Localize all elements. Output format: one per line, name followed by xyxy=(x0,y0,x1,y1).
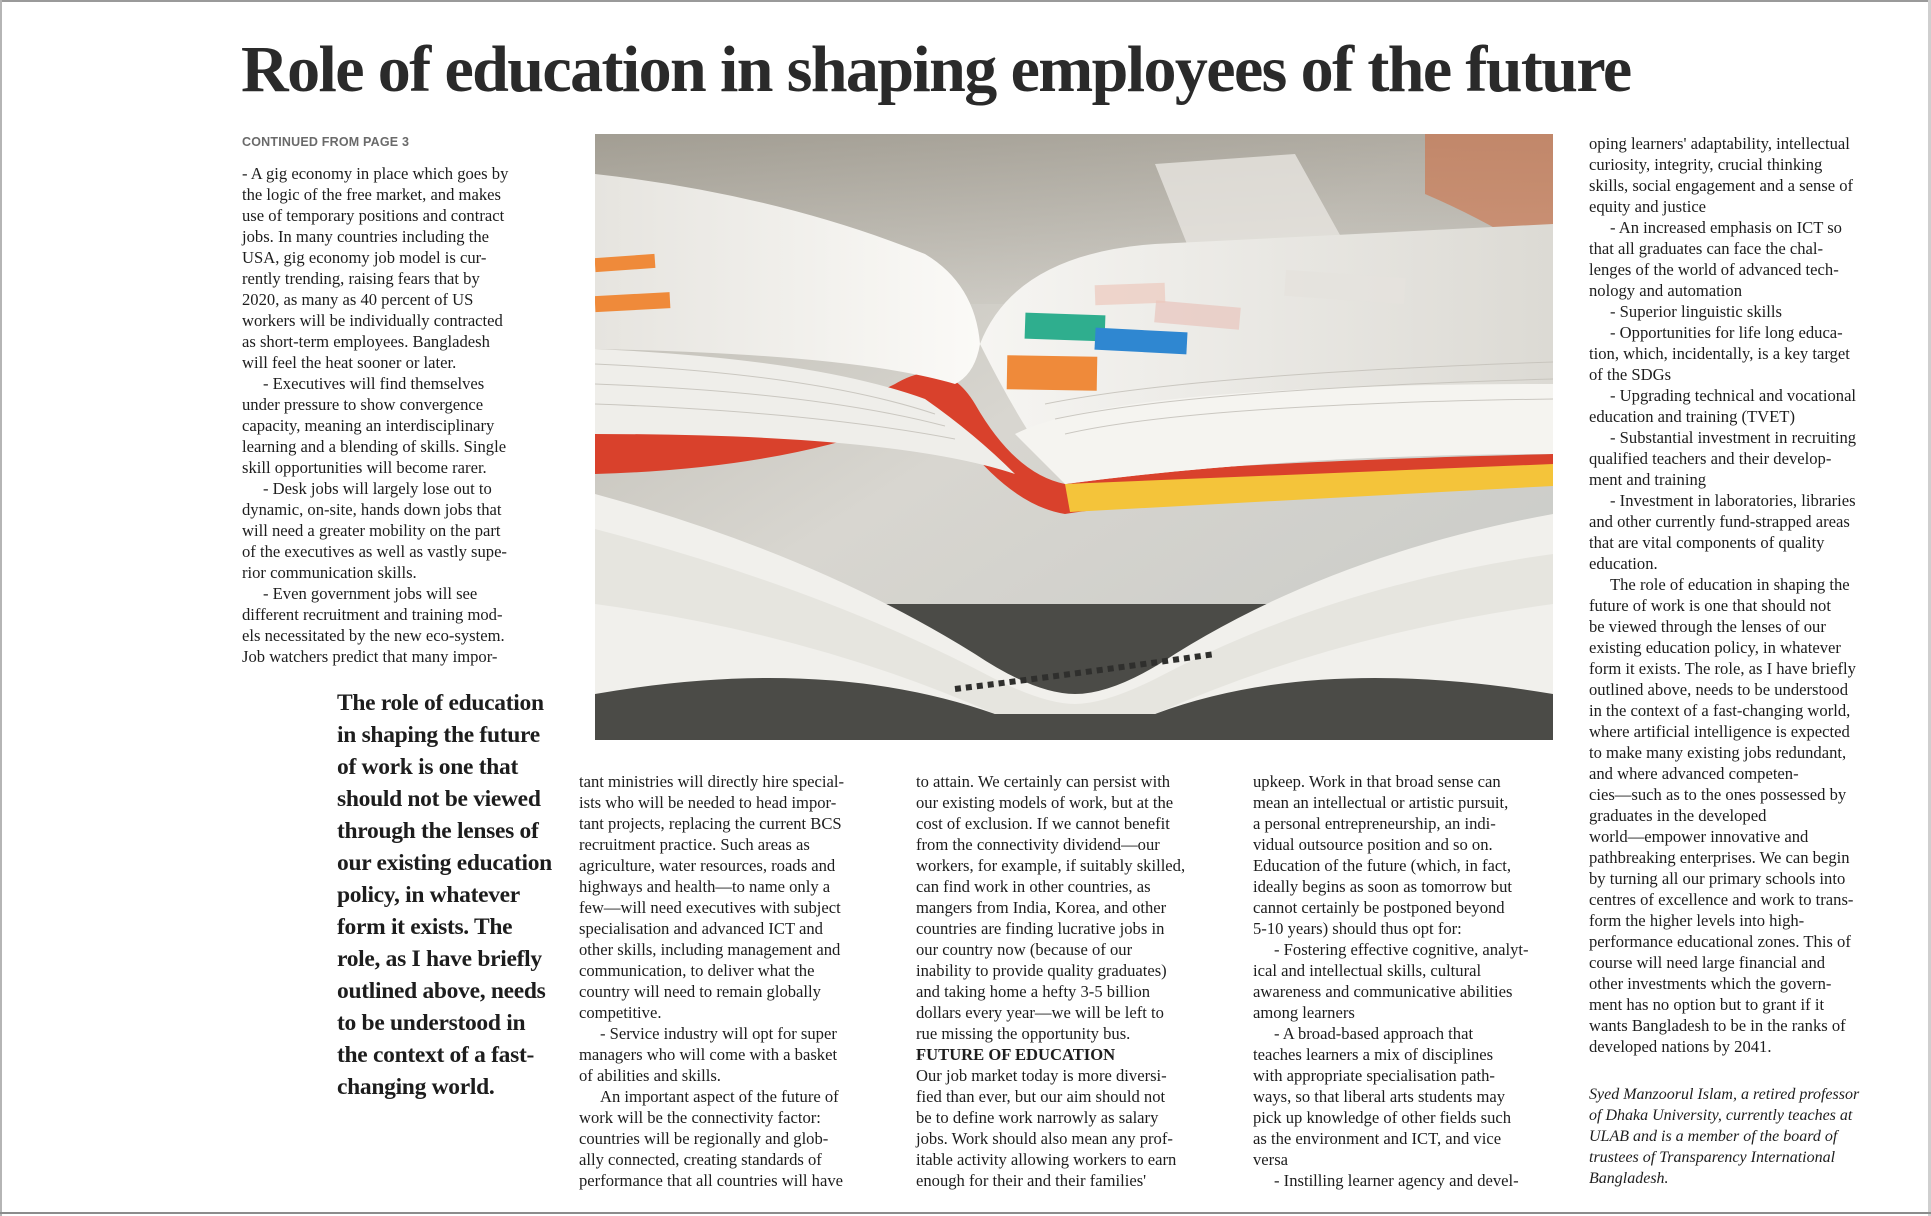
text-line: can find work in other countries, as xyxy=(916,877,1151,896)
text-line: Education of the future (which, in fact, xyxy=(1253,856,1512,875)
text-line: centres of excellence and work to trans- xyxy=(1589,890,1854,909)
text-line: rior communication skills. xyxy=(242,563,417,582)
text-line: rue missing the opportunity bus. xyxy=(916,1024,1131,1043)
text-line: highways and health—to name only a xyxy=(579,877,831,896)
text-line: different recruitment and training mod- xyxy=(242,605,503,624)
text-line: our existing models of work, but at the xyxy=(916,793,1174,812)
pull-quote-line: changing world. xyxy=(337,1074,495,1100)
text-line: wants Bangladesh to be in the ranks of xyxy=(1589,1016,1846,1035)
pull-quote-line: through the lenses of xyxy=(337,818,539,844)
byline-line: Syed Manzoorul Islam, a retired professor xyxy=(1589,1086,1860,1103)
text-line: - Desk jobs will largely lose out to xyxy=(263,479,492,498)
text-line: upkeep. Work in that broad sense can xyxy=(1253,772,1501,791)
continued-from-label: CONTINUED FROM PAGE 3 xyxy=(242,135,410,149)
text-line: of the executives as well as vastly supe- xyxy=(242,542,507,561)
text-line: The role of education in shaping the xyxy=(1610,575,1850,594)
text-line: and where advanced competen- xyxy=(1589,764,1799,783)
pull-quote-line: role, as I have briefly xyxy=(337,946,542,972)
byline-line: Bangladesh. xyxy=(1589,1170,1669,1187)
pull-quote-line: should not be viewed xyxy=(337,786,541,812)
text-line: and taking home a hefty 3-5 billion xyxy=(916,982,1151,1001)
text-line: ists who will be needed to head impor- xyxy=(579,793,837,812)
text-line: itable activity allowing workers to earn xyxy=(916,1150,1177,1169)
text-line: education and training (TVET) xyxy=(1589,407,1795,426)
article-column-5 xyxy=(1589,133,1909,1057)
text-line: USA, gig economy job model is cur- xyxy=(242,248,487,267)
text-line: equity and justice xyxy=(1589,197,1707,216)
pull-quote-line: to be understood in xyxy=(337,1010,526,1036)
text-line: awareness and communicative abilities xyxy=(1253,982,1513,1001)
text-line: versa xyxy=(1253,1150,1289,1169)
text-line: work will be the connectivity factor: xyxy=(579,1108,821,1127)
text-line: be viewed through the lenses of our xyxy=(1589,617,1826,636)
text-line: - Upgrading technical and vocational xyxy=(1610,386,1857,405)
text-line: with appropriate specialisation path- xyxy=(1253,1066,1495,1085)
text-line: dynamic, on-site, hands down jobs that xyxy=(242,500,502,519)
text-line: - Substantial investment in recruiting xyxy=(1610,428,1857,447)
text-line: ical and intellectual skills, cultural xyxy=(1253,961,1482,980)
text-line: cannot certainly be postponed beyond xyxy=(1253,898,1505,917)
text-line: that all graduates can face the chal- xyxy=(1589,239,1824,258)
text-line: ways, so that liberal arts students may xyxy=(1253,1087,1506,1106)
byline-line: trustees of Transparency International xyxy=(1589,1149,1836,1166)
text-line: managers who will come with a basket xyxy=(579,1045,838,1064)
text-line: jobs. In many countries including the xyxy=(242,227,490,246)
article-column-1 xyxy=(242,163,562,667)
text-line: - Service industry will opt for super xyxy=(600,1024,837,1043)
open-books-icon xyxy=(595,134,1553,740)
article-column-2 xyxy=(579,771,899,1191)
text-line: - Superior linguistic skills xyxy=(1610,302,1782,321)
pull-quote-line: form it exists. The xyxy=(337,914,513,940)
article-photo-open-books xyxy=(595,134,1553,740)
text-line: graduates in the developed xyxy=(1589,806,1767,825)
text-line: will feel the heat sooner or later. xyxy=(242,353,457,372)
text-line: of the SDGs xyxy=(1589,365,1672,384)
text-line: pathbreaking enterprises. We can begin xyxy=(1589,848,1850,867)
text-line: performance that all countries will have xyxy=(579,1171,844,1190)
pull-quote-line: our existing education xyxy=(337,850,552,876)
text-line: countries will be regionally and glob- xyxy=(579,1129,829,1148)
text-line: enough for their and their families' xyxy=(916,1171,1147,1190)
text-line: ideally begins as soon as tomorrow but xyxy=(1253,877,1513,896)
text-line: recruitment practice. Such areas as xyxy=(579,835,810,854)
text-line: - Opportunities for life long educa- xyxy=(1610,323,1843,342)
text-line: use of temporary positions and contract xyxy=(242,206,505,225)
pull-quote-line: The role of education xyxy=(337,690,544,716)
text-line: oping learners' adaptability, intellectual xyxy=(1589,134,1850,153)
text-line: - Even government jobs will see xyxy=(263,584,478,603)
page-border-bottom xyxy=(0,1212,1931,1214)
text-line: education. xyxy=(1589,554,1658,573)
text-line: developed nations by 2041. xyxy=(1589,1037,1772,1056)
text-line: learning and a blending of skills. Single xyxy=(242,437,507,456)
text-line: as short-term employees. Bangladesh xyxy=(242,332,490,351)
pull-quote-line: in shaping the future xyxy=(337,722,540,748)
text-line: course will need large financial and xyxy=(1589,953,1826,972)
text-line: ment has no option but to grant if it xyxy=(1589,995,1825,1014)
text-line: few—will need executives with subject xyxy=(579,898,841,917)
text-line: 2020, as many as 40 percent of US xyxy=(242,290,474,309)
article-column-4 xyxy=(1253,771,1573,1191)
text-line: vidual outsource position and so on. xyxy=(1253,835,1493,854)
article-column-3 xyxy=(916,771,1236,1191)
text-line: skill opportunities will become rarer. xyxy=(242,458,487,477)
text-line: to make many existing jobs redundant, xyxy=(1589,743,1847,762)
text-line: skills, social engagement and a sense of xyxy=(1589,176,1854,195)
text-line: tant projects, replacing the current BCS xyxy=(579,814,842,833)
text-line: tion, which, incidentally, is a key target xyxy=(1589,344,1850,363)
text-line: Our job market today is more diversi- xyxy=(916,1066,1167,1085)
text-line: agriculture, water resources, roads and xyxy=(579,856,836,875)
text-line: workers, for example, if suitably skilled, xyxy=(916,856,1186,875)
text-line: a personal entrepreneurship, an indi- xyxy=(1253,814,1496,833)
text-line: qualified teachers and their develop- xyxy=(1589,449,1832,468)
text-line: form it exists. The role, as I have briefly xyxy=(1589,659,1856,678)
text-line: by turning all our primary schools into xyxy=(1589,869,1846,888)
byline-line: of Dhaka University, currently teaches at xyxy=(1589,1107,1853,1124)
text-line: fied than ever, but our aim should not xyxy=(916,1087,1166,1106)
text-line: will need a greater mobility on the part xyxy=(242,521,501,540)
text-line: existing education policy, in whatever xyxy=(1589,638,1841,657)
text-line: pick up knowledge of other fields such xyxy=(1253,1108,1512,1127)
text-line: - Instilling learner agency and devel- xyxy=(1274,1171,1519,1190)
pull-quote-line: outlined above, needs xyxy=(337,978,546,1004)
text-line: and other currently fund-strapped areas xyxy=(1589,512,1850,531)
text-line: mangers from India, Korea, and other xyxy=(916,898,1167,917)
page-border-left xyxy=(0,0,2,1216)
text-line: jobs. Work should also mean any prof- xyxy=(916,1129,1173,1148)
text-line: inability to provide quality graduates) xyxy=(916,961,1167,980)
text-line: An important aspect of the future of xyxy=(600,1087,839,1106)
text-line: - Fostering effective cognitive, analyt- xyxy=(1274,940,1529,959)
text-line: to attain. We certainly can persist with xyxy=(916,772,1171,791)
text-line: cies—such as to the ones possessed by xyxy=(1589,785,1847,804)
text-line: ally connected, creating standards of xyxy=(579,1150,822,1169)
text-line: performance educational zones. This of xyxy=(1589,932,1851,951)
text-line: nology and automation xyxy=(1589,281,1743,300)
text-line: specialisation and advanced ICT and xyxy=(579,919,823,938)
text-line: mean an intellectual or artistic pursuit, xyxy=(1253,793,1509,812)
text-line: communication, to deliver what the xyxy=(579,961,815,980)
text-line: outlined above, needs to be understood xyxy=(1589,680,1848,699)
text-line: where artificial intelligence is expected xyxy=(1589,722,1850,741)
text-line: among learners xyxy=(1253,1003,1355,1022)
text-line: - A broad-based approach that xyxy=(1274,1024,1474,1043)
text-line: from the connectivity dividend—our xyxy=(916,835,1160,854)
text-line: dollars every year—we will be left to xyxy=(916,1003,1164,1022)
text-line: rently trending, raising fears that by xyxy=(242,269,480,288)
text-line: ment and training xyxy=(1589,470,1707,489)
article-headline: Role of education in shaping employees of the future xyxy=(241,33,1631,106)
text-line: 5-10 years) should thus opt for: xyxy=(1253,919,1462,938)
text-line: cost of exclusion. If we cannot benefit xyxy=(916,814,1170,833)
text-line: - A gig economy in place which goes by xyxy=(242,164,509,183)
text-line: curiosity, integrity, crucial thinking xyxy=(1589,155,1823,174)
pull-quote-line: of work is one that xyxy=(337,754,518,780)
text-line: els necessitated by the new eco-system. xyxy=(242,626,505,645)
text-line: lenges of the world of advanced tech- xyxy=(1589,260,1839,279)
text-line: under pressure to show convergence xyxy=(242,395,484,414)
text-line: capacity, meaning an interdisciplinary xyxy=(242,416,495,435)
text-line: be to define work narrowly as salary xyxy=(916,1108,1159,1127)
text-line: tant ministries will directly hire special- xyxy=(579,772,844,791)
text-line: world—empower innovative and xyxy=(1589,827,1809,846)
text-line: as the environment and ICT, and vice xyxy=(1253,1129,1502,1148)
text-line: competitive. xyxy=(579,1003,662,1022)
pull-quote-line: policy, in whatever xyxy=(337,882,520,908)
text-line: teaches learners a mix of disciplines xyxy=(1253,1045,1494,1064)
text-line: workers will be individually contracted xyxy=(242,311,503,330)
text-line: in the context of a fast-changing world, xyxy=(1589,701,1851,720)
pull-quote xyxy=(337,687,567,1103)
text-line: countries are finding lucrative jobs in xyxy=(916,919,1165,938)
pull-quote-line: the context of a fast- xyxy=(337,1042,535,1068)
text-line: other investments which the govern- xyxy=(1589,974,1832,993)
text-line: of abilities and skills. xyxy=(579,1066,721,1085)
byline-line: ULAB and is a member of the board of xyxy=(1589,1128,1838,1145)
text-line: that are vital components of quality xyxy=(1589,533,1825,552)
subheading: FUTURE OF EDUCATION xyxy=(916,1045,1116,1064)
page-border-top xyxy=(0,0,1931,2)
text-line: future of work is one that should not xyxy=(1589,596,1831,615)
text-line: country will need to remain globally xyxy=(579,982,821,1001)
author-byline xyxy=(1589,1084,1909,1189)
text-line: form the higher levels into high- xyxy=(1589,911,1805,930)
text-line: - Investment in laboratories, libraries xyxy=(1610,491,1856,510)
text-line: Job watchers predict that many impor- xyxy=(242,647,498,666)
text-line: - An increased emphasis on ICT so xyxy=(1610,218,1842,237)
text-line: - Executives will find themselves xyxy=(263,374,485,393)
text-line: the logic of the free market, and makes xyxy=(242,185,501,204)
text-line: our country now (because of our xyxy=(916,940,1133,959)
text-line: other skills, including management and xyxy=(579,940,841,959)
